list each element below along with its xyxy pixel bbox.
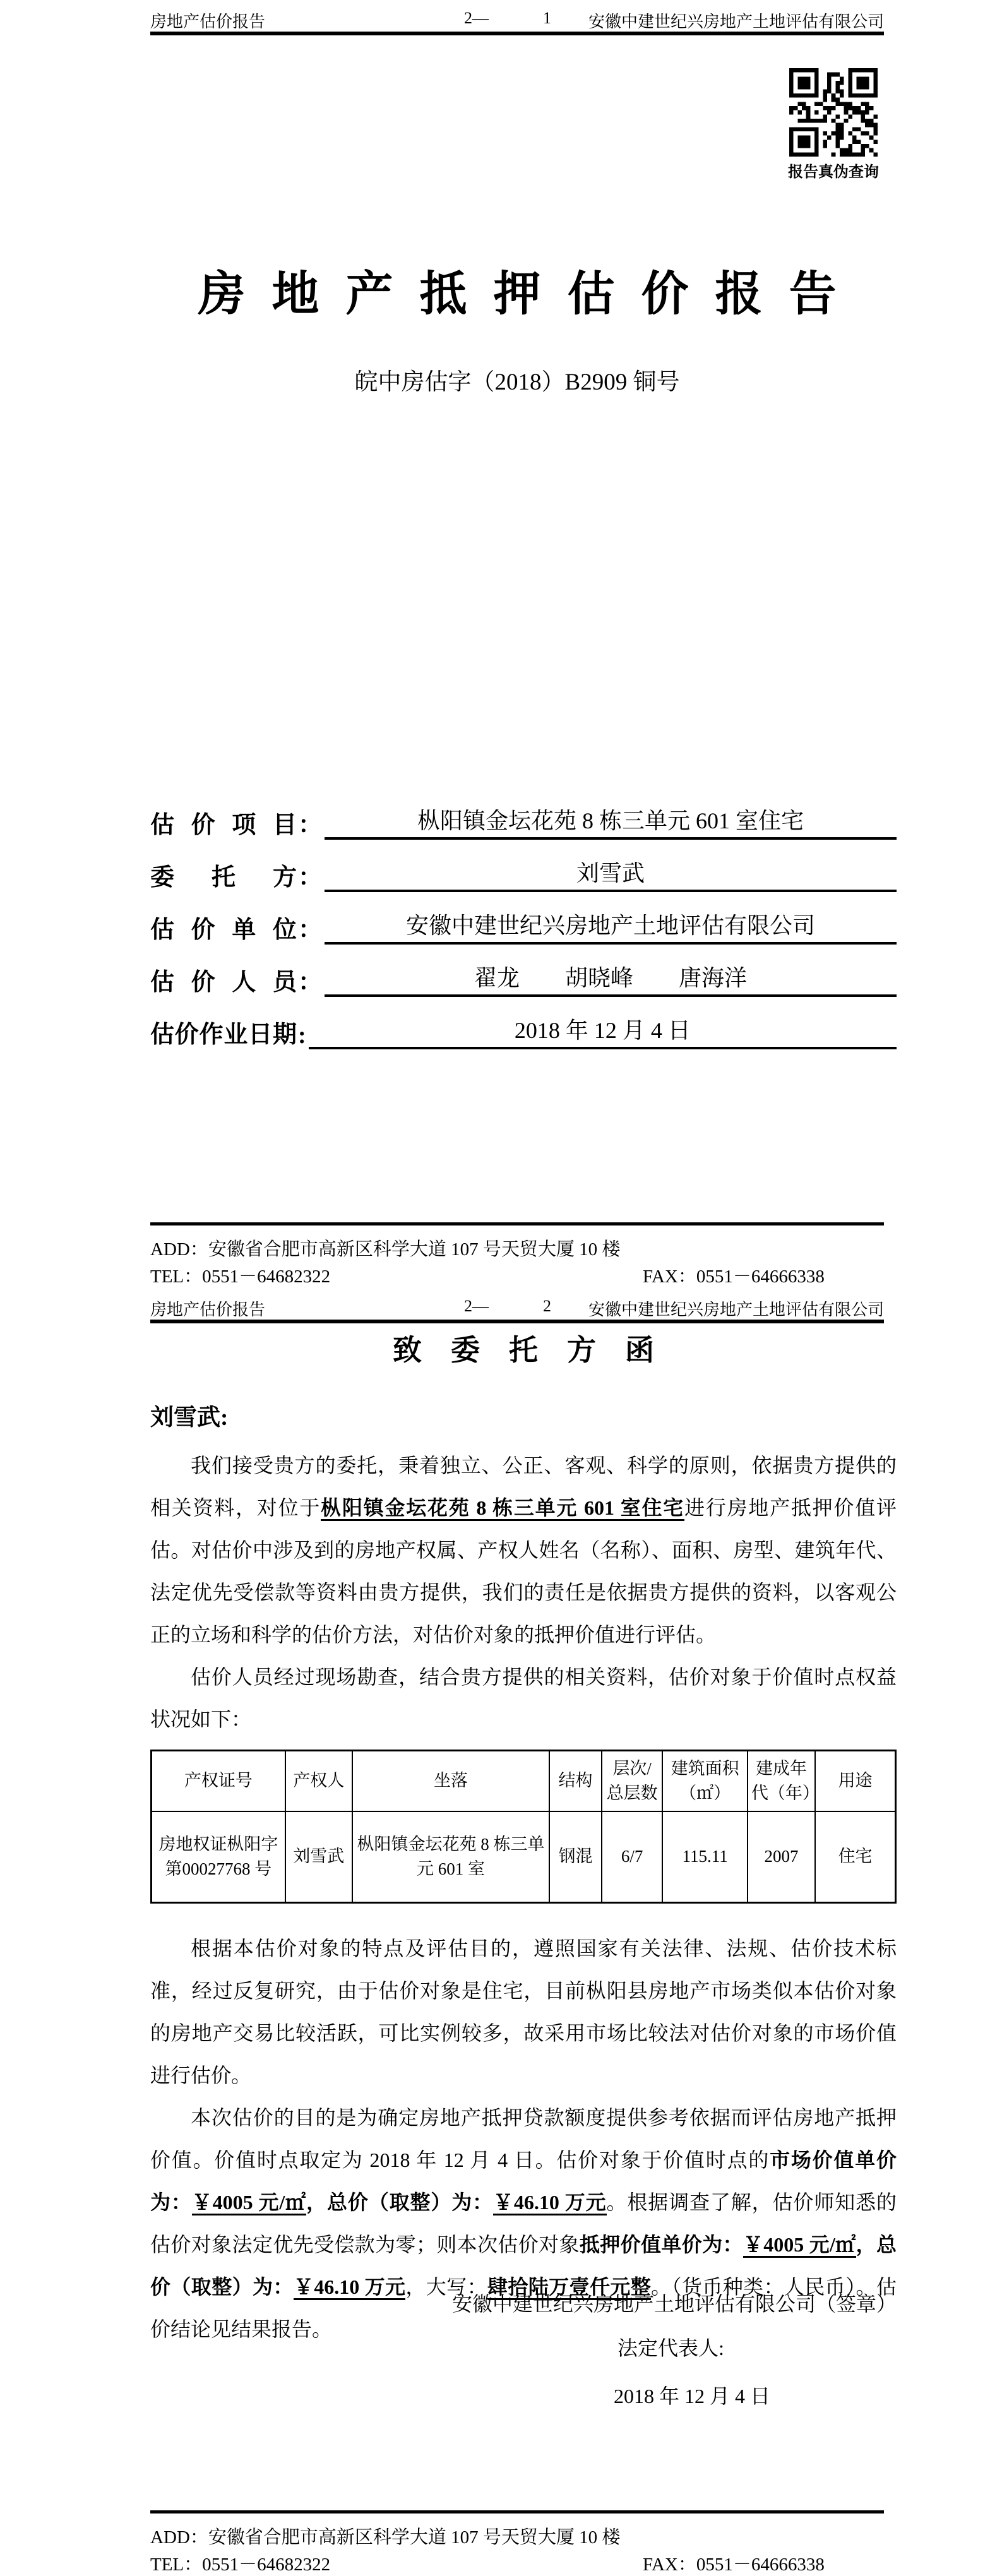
p4-market-unit-label: 市场价值单价为： bbox=[150, 2149, 897, 2214]
p4-market-total-price: ￥46.10 万元 bbox=[493, 2191, 607, 2215]
p4-market-total-label: ，总价（取整）为： bbox=[306, 2191, 493, 2214]
form-label-appraisers: 估价人员 bbox=[150, 969, 297, 996]
header-company-name: 安徽中建世纪兴房地产土地评估有限公司 bbox=[588, 1301, 884, 1319]
cell-floor: 6/7 bbox=[602, 1811, 663, 1903]
cell-use: 住宅 bbox=[815, 1811, 895, 1903]
form-value-agency: 安徽中建世纪兴房地产土地评估有限公司 bbox=[325, 908, 897, 945]
footer-tel: TEL：0551－64682322 bbox=[150, 2555, 331, 2575]
p4-mortgage-unit-label: 抵押价值单价为： bbox=[579, 2233, 743, 2256]
letter-body bbox=[150, 1445, 897, 2351]
form-row-date bbox=[150, 997, 897, 1049]
footer-tel: TEL：0551－64682322 bbox=[150, 1267, 331, 1287]
p1-tail: 进行房地产抵押价值评估。对估价中涉及到的房地产权属、产权人姓名（名称）、面积、房型、建筑年代、法定优先受偿款等资料由贵方提供，我们的责任是依据贵方提供的资料，以客观公正的立场和科学的估价方法，对估价对象的抵押价值进行评估。 bbox=[150, 1496, 897, 1646]
cell-structure: 钢混 bbox=[549, 1811, 602, 1903]
p4-capital-amount: 肆拾陆万壹仟元整 bbox=[487, 2275, 651, 2300]
header-page-prefix: 2— bbox=[464, 9, 489, 27]
footer-fax: FAX：0551－64666338 bbox=[643, 2555, 825, 2575]
form-value-appraisers: 翟龙 胡晓峰 唐海洋 bbox=[325, 960, 897, 997]
form-value-project: 枞阳镇金坛花苑 8 栋三单元 601 室住宅 bbox=[325, 803, 897, 840]
form-colon: ： bbox=[298, 864, 323, 891]
cell-cert-no: 房地权证枞阳字第00027768 号 bbox=[152, 1811, 285, 1903]
form-colon: ： bbox=[298, 812, 323, 838]
cell-area: 115.11 bbox=[662, 1811, 747, 1903]
form-label-agency: 估价单位 bbox=[150, 917, 297, 943]
cell-location: 枞阳镇金坛花苑 8 栋三单元 601 室 bbox=[352, 1811, 549, 1903]
header-rule bbox=[150, 32, 884, 35]
header-doc-type: 房地产估价报告 bbox=[150, 1301, 266, 1319]
p1-lead: 我们接受贵方的委托，秉着独立、公正、客观、科学的原则，依据贵方提供的相关资料，对位于 bbox=[150, 1454, 897, 1519]
footer-address: ADD：安徽省合肥市高新区科学大道 107 号天贸大厦 10 楼 bbox=[150, 2527, 621, 2548]
qr-code bbox=[789, 68, 878, 157]
page-header bbox=[150, 9, 884, 32]
col-owner: 产权人 bbox=[285, 1751, 352, 1812]
header-page-number: 1 bbox=[543, 9, 551, 27]
form-label-client: 委托方 bbox=[150, 864, 297, 891]
header-page-number: 2 bbox=[543, 1297, 551, 1315]
p4-mortgage-unit-price: ￥4005 元/㎡ bbox=[743, 2233, 856, 2258]
paragraph-method: 根据本估价对象的特点及评估目的，遵照国家有关法律、法规、估价技术标准，经过反复研究，由于估价对象是住宅，目前枞阳县房地产市场类似本估价对象的房地产交易比较活跃，可比实例较多，故采用市场比较法对估价对象的市场价值进行估价。 bbox=[150, 1937, 897, 2087]
col-use: 用途 bbox=[815, 1751, 895, 1812]
p4-purpose: 本次估价的目的是为确定房地产抵押贷款额度提供参考依据而评估房地产抵押价值。价值时点取定为 2018 年 12 月 4 日。估价对象于价值时点的 bbox=[150, 2106, 897, 2171]
qr-caption: 报告真伪查询 bbox=[788, 164, 879, 181]
col-structure: 结构 bbox=[549, 1751, 602, 1812]
header-page-prefix: 2— bbox=[464, 1297, 489, 1315]
qr-block bbox=[789, 68, 878, 157]
form-row-client bbox=[150, 840, 897, 892]
form-colon: ： bbox=[298, 969, 323, 996]
cover-form bbox=[150, 787, 897, 1049]
col-floor: 层次/总层数 bbox=[602, 1751, 663, 1812]
header-rule bbox=[150, 1320, 884, 1323]
col-area: 建筑面积（㎡） bbox=[662, 1751, 747, 1812]
col-year-built: 建成年代（年） bbox=[748, 1751, 815, 1812]
form-colon: : bbox=[298, 1022, 306, 1049]
footer-fax: FAX：0551－64666338 bbox=[643, 1267, 825, 1287]
table-header-row bbox=[152, 1751, 896, 1812]
p4-ending: 。（货币种类：人民币）。估价结论见结果报告。 bbox=[150, 2275, 897, 2340]
salutation: 刘雪武: bbox=[150, 1405, 229, 1431]
legal-rep-label: 法定代表人: bbox=[617, 2337, 724, 2359]
page-header bbox=[150, 1297, 884, 1320]
paragraph-survey: 估价人员经过现场勘查，结合贵方提供的相关资料，估价对象于价值时点权益状况如下： bbox=[150, 1666, 897, 1731]
p4-mortgage-total-price: ￥46.10 万元 bbox=[294, 2275, 406, 2300]
letter-title: 致委托方函 bbox=[393, 1334, 683, 1366]
col-location: 坐落 bbox=[352, 1751, 549, 1812]
signature-date: 2018 年 12 月 4 日 bbox=[614, 2385, 771, 2407]
p4-market-unit-price: ￥4005 元/㎡ bbox=[192, 2191, 306, 2215]
report-title: 房地产抵押估价报告 bbox=[198, 268, 863, 321]
cell-year-built: 2007 bbox=[748, 1811, 815, 1903]
p4-mortgage-total-label: ，总价（取整）为： bbox=[150, 2233, 897, 2298]
paragraph-commission bbox=[150, 1445, 897, 1656]
footer-address: ADD：安徽省合肥市高新区科学大道 107 号天贸大厦 10 楼 bbox=[150, 1239, 621, 1260]
form-row-appraisers bbox=[150, 945, 897, 997]
ownership-table bbox=[150, 1750, 897, 1904]
col-cert-no: 产权证号 bbox=[152, 1751, 285, 1812]
table-row bbox=[152, 1811, 896, 1903]
form-row-agency bbox=[150, 892, 897, 945]
p4-middle: 。根据调查了解，估价师知悉的估价对象法定优先受偿款为零；则本次估价对象 bbox=[150, 2191, 897, 2256]
header-doc-type: 房地产估价报告 bbox=[150, 13, 266, 31]
footer-rule bbox=[150, 1222, 884, 1225]
form-value-client: 刘雪武 bbox=[325, 856, 897, 892]
p1-property-name: 枞阳镇金坛花苑 8 栋三单元 601 室住宅 bbox=[321, 1496, 684, 1521]
signature-company: 安徽中建世纪兴房地产土地评估有限公司（签章） bbox=[451, 2293, 897, 2315]
form-row-project bbox=[150, 787, 897, 840]
form-value-date: 2018 年 12 月 4 日 bbox=[309, 1013, 897, 1049]
form-label-project: 估价项目 bbox=[150, 812, 297, 838]
footer-rule bbox=[150, 2510, 884, 2513]
cell-owner: 刘雪武 bbox=[285, 1811, 352, 1903]
header-company-name: 安徽中建世纪兴房地产土地评估有限公司 bbox=[588, 13, 884, 31]
report-number: 皖中房估字（2018）B2909 铜号 bbox=[354, 369, 680, 395]
page-2-letter bbox=[0, 1288, 1002, 2576]
p4-capital-label: ，大写： bbox=[405, 2275, 487, 2298]
form-colon: ： bbox=[298, 917, 323, 943]
form-label-date: 估价作业日期 bbox=[150, 1022, 297, 1048]
